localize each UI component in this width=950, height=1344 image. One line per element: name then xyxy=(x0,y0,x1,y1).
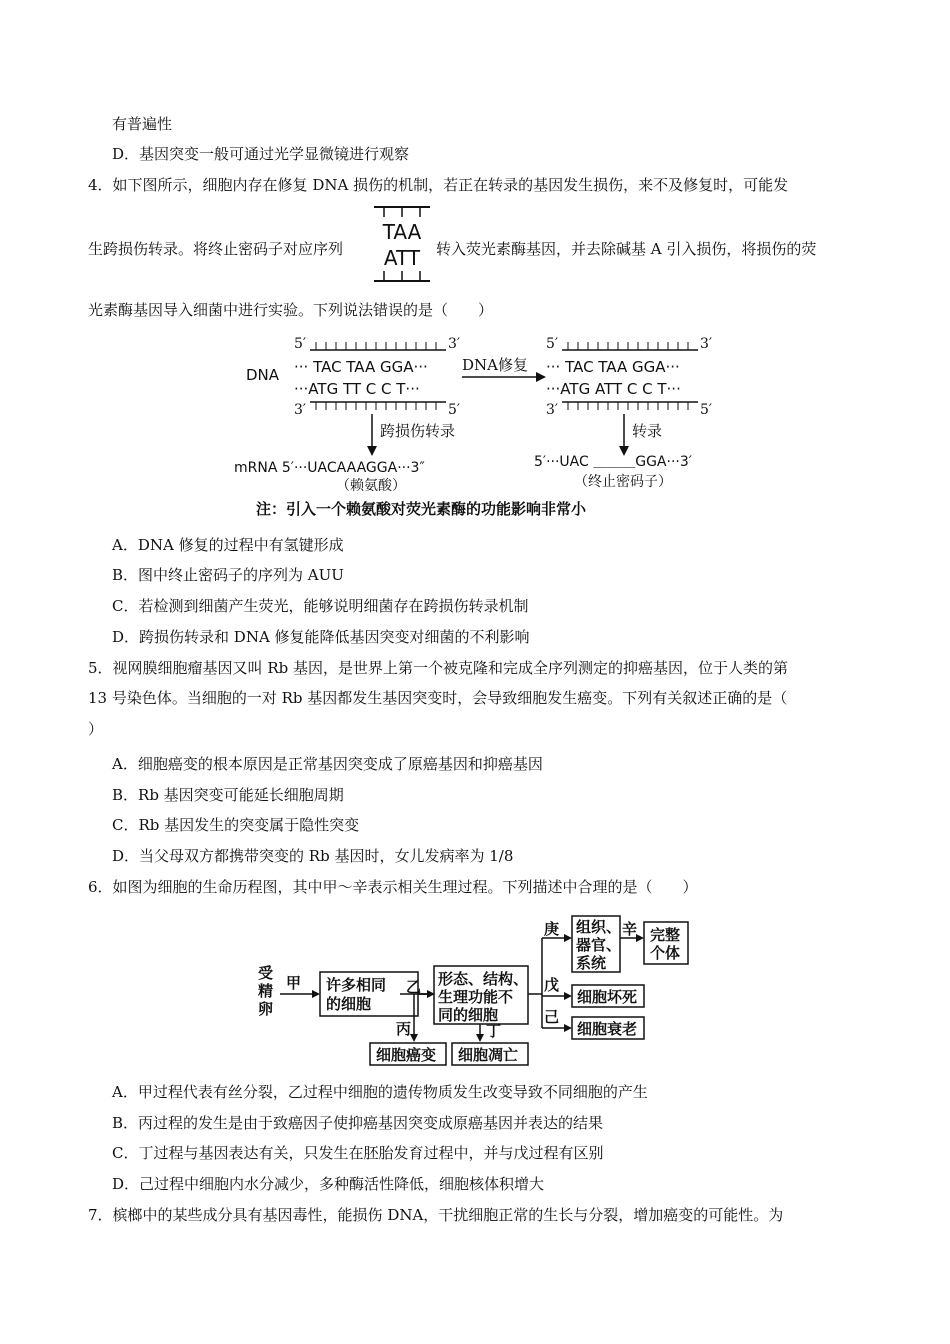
left-top-ticks xyxy=(316,342,436,350)
q4-option-b: B．图中终止密码子的序列为 AUU xyxy=(112,566,344,584)
tls-label: 跨损伤转录 xyxy=(380,422,456,440)
q5-stem-line3: ） xyxy=(88,720,104,738)
label-jia: 甲 xyxy=(286,974,302,992)
q5-option-a: A．细胞癌变的根本原因是正常基因突变成了原癌基因和抑癌基因 xyxy=(112,755,543,773)
q5-option-d: D．当父母双方都携带突变的 Rb 基因时，女儿发病率为 1/8 xyxy=(112,847,514,865)
mrna-left: mRNA 5′···UACAAAGGA···3″ xyxy=(234,460,425,476)
mrna-left-note: （赖氨酸） xyxy=(336,478,406,494)
cancer-box: 细胞癌变 xyxy=(376,1046,437,1064)
q4-stem-line3: 光素酶基因导入细菌中进行实验。下列说法错误的是（ ） xyxy=(88,301,494,319)
left-seq1: ··· TAC TAA GGA··· xyxy=(294,358,428,376)
left-bot-ticks xyxy=(316,402,436,410)
aging-box: 细胞衰老 xyxy=(577,1020,638,1038)
q6-option-d: D．己过程中细胞内水分减少，多种酶活性降低，细胞核体积增大 xyxy=(112,1175,545,1193)
right-bot-ticks xyxy=(568,402,688,410)
right-bot-5: 5′ xyxy=(700,402,713,418)
left-bot-3: 3′ xyxy=(294,402,307,418)
q5-option-c: C．Rb 基因发生的突变属于隐性突变 xyxy=(112,816,360,834)
label-wu: 戊 xyxy=(544,976,560,994)
q5-stem-line1: 5．视网膜细胞瘤基因又叫 Rb 基因，是世界上第一个被克隆和完成全序列测定的抑癌基因，位于人类的第 xyxy=(88,659,788,677)
start-char2: 精 xyxy=(258,982,274,1000)
right-bot-3: 3′ xyxy=(546,402,559,418)
transcription-label: 转录 xyxy=(632,422,663,440)
box1-line1: 许多相同 xyxy=(326,976,387,994)
label-geng: 庚 xyxy=(544,920,560,938)
stop-codon-sequence-figure xyxy=(370,203,434,285)
box4-line2: 个体 xyxy=(650,944,681,962)
q6-stem-line1: 6．如图为细胞的生命历程图，其中甲～辛表示相关生理过程。下列描述中合理的是（ ） xyxy=(88,878,698,896)
box3-line2: 器官、 xyxy=(576,936,622,954)
q4-stem-line2b: 转入荧光素酶基因，并去除碱基 A 引入损伤，将损伤的荧 xyxy=(436,240,817,258)
q6-option-a: A．甲过程代表有丝分裂，乙过程中细胞的遗传物质发生改变导致不同细胞的产生 xyxy=(112,1083,648,1101)
box2-line1: 形态、结构、 xyxy=(438,970,529,988)
box4-line1: 完整 xyxy=(650,926,681,944)
right-seq2: ···ATG ATT C C T··· xyxy=(546,380,681,398)
box3-line1: 组织、 xyxy=(576,918,622,936)
repair-label: DNA修复 xyxy=(462,356,528,374)
q5-stem-line2: 13 号染色体。当细胞的一对 Rb 基因都发生基因突变时，会导致细胞发生癌变。下列有关叙述正确的是（ xyxy=(88,689,788,707)
mrna-right: 5′···UAC ＿＿＿GGA···3′ xyxy=(534,454,692,470)
mrna-right-note: （终止密码子） xyxy=(574,474,672,490)
left-bot-5: 5′ xyxy=(448,402,461,418)
apoptosis-box: 细胞凋亡 xyxy=(458,1046,519,1064)
q3-option-d: D．基因突变一般可通过光学显微镜进行观察 xyxy=(112,145,410,163)
q6-option-c: C．丁过程与基因表达有关，只发生在胚胎发育过程中，并与戊过程有区别 xyxy=(112,1144,604,1162)
seq-top: TAA xyxy=(382,220,422,244)
q4-option-c: C．若检测到细菌产生荧光，能够说明细菌存在跨损伤转录机制 xyxy=(112,597,529,615)
box3-line3: 系统 xyxy=(576,954,607,972)
left-seq2: ···ATG TT C C T··· xyxy=(294,380,420,398)
box2-line2: 生理功能不 xyxy=(438,988,514,1006)
q3-continuation: 有普遍性 xyxy=(112,115,173,133)
right-seq1: ··· TAC TAA GGA··· xyxy=(546,358,680,376)
q4-option-a: A．DNA 修复的过程中有氢键形成 xyxy=(112,536,344,554)
left-top-5: 5′ xyxy=(294,336,307,352)
right-top-3: 3′ xyxy=(700,336,713,352)
label-xin: 辛 xyxy=(622,920,638,938)
q4-stem-line1: 4．如下图所示，细胞内存在修复 DNA 损伤的机制，若正在转录的基因发生损伤，来不及修复时，可能发 xyxy=(88,176,789,194)
start-char1: 受 xyxy=(258,964,274,982)
label-ji: 己 xyxy=(544,1008,560,1026)
cell-life-history-diagram xyxy=(250,912,700,1072)
right-top-5: 5′ xyxy=(546,336,559,352)
dna-repair-diagram xyxy=(230,330,730,520)
seq-bottom: ATT xyxy=(383,246,421,270)
label-yi: 乙 xyxy=(406,978,422,996)
right-top-ticks xyxy=(568,342,688,350)
left-top-3: 3′ xyxy=(448,336,461,352)
dna-label: DNA xyxy=(246,366,280,384)
label-bing: 丙 xyxy=(396,1020,412,1038)
q4-option-d: D．跨损伤转录和 DNA 修复能降低基因突变对细菌的不利影响 xyxy=(112,628,530,646)
figure-note: 注：引入一个赖氨酸对荧光素酶的功能影响非常小 xyxy=(256,500,587,518)
necrosis-box: 细胞坏死 xyxy=(577,988,638,1006)
box1-line2: 的细胞 xyxy=(326,995,372,1013)
box2-line3: 同的细胞 xyxy=(438,1006,499,1024)
start-char3: 卵 xyxy=(258,1000,274,1018)
q5-option-b: B．Rb 基因突变可能延长细胞周期 xyxy=(112,786,344,804)
q6-option-b: B．丙过程的发生是由于致癌因子使抑癌基因突变成原癌基因并表达的结果 xyxy=(112,1114,604,1132)
label-ding: 丁 xyxy=(486,1022,502,1040)
q4-stem-line2a: 生跨损伤转录。将终止密码子对应序列 xyxy=(88,240,344,258)
q7-stem-line1: 7．槟榔中的某些成分具有基因毒性，能损伤 DNA，干扰细胞正常的生长与分裂，增加癌变的可能性。为 xyxy=(88,1206,784,1224)
